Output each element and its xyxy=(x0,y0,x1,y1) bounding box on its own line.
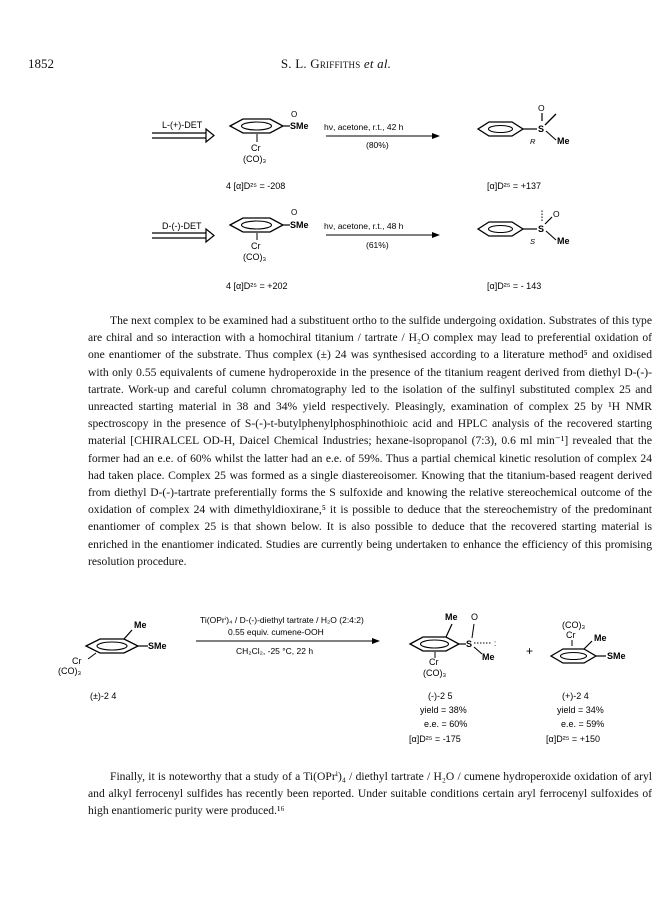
row1-arene-ring xyxy=(230,119,283,133)
scheme2-conditions-3: CH₂Cl₂, -25 °C, 22 h xyxy=(236,646,314,656)
row2-sub-sme: SMe xyxy=(290,220,309,230)
row1-prod-oxygen: O xyxy=(538,103,545,113)
reaction-scheme-2 xyxy=(0,608,672,758)
p2-yield: yield = 34% xyxy=(557,705,604,715)
p2-co3-label: (CO)₃ xyxy=(562,620,586,630)
sm-co3-label: (CO)₃ xyxy=(58,666,82,676)
row1-sub-oxygen: O xyxy=(291,110,298,119)
p1-me-label: Me xyxy=(445,612,458,622)
row1-conditions-top: hν, acetone, r.t., 42 h xyxy=(324,122,404,132)
sm-compound-label: (±)-2 4 xyxy=(90,691,117,701)
p2-compound-label: (+)-2 4 xyxy=(562,691,589,701)
p1-oxygen-label: O xyxy=(471,612,479,622)
row1-prod-config: R xyxy=(530,137,536,146)
row2-start-rotation: 4 [α]D²⁵ = +202 xyxy=(226,281,288,291)
row2-cr: Cr xyxy=(251,241,261,251)
scheme2-plus: + xyxy=(526,644,534,658)
p1-me2-label: Me xyxy=(482,652,495,662)
row2-conditions-top: hν, acetone, r.t., 48 h xyxy=(324,221,404,231)
p1-cr-label: Cr xyxy=(429,657,439,667)
scheme2-conditions-1: Ti(OPrⁱ)₄ / D-(-)-diethyl tartrate / H₂O (2:4:2) xyxy=(200,615,364,625)
row2-prod-me: Me xyxy=(557,236,570,246)
p2-sme-label: SMe xyxy=(607,651,626,661)
body-paragraph-1: The next complex to be examined had a substituent ortho to the sulfide undergoing oxidation. Substrates of this type are chiral and so interaction with a homochiral titanium / tartrate / H₂O complex may lead to preferential oxidation of one enantiomer of the substrate. Thus complex (±) 24 was synthesised according to a literature method⁵ and oxidised with only 0.55 equivalents of cumene hydroperoxide in the presence of the titanium reagent derived from diethyl D-(-)-tartrate. Work-up and careful column chromatography led to the isolation of the sulfinyl substituted complex 25 and unreacted starting material in 38 and 34% yield respectively. Pleasingly, examination of complex 25 by ¹H NMR spectroscopy in the presence of S-(-)-t-butylphenylphosphinothioic acid and HPLC analysis of the recovered starting material [CHIRALCEL OD-H, Daicel Chemical Industries; hexane-isopropanol (7:3), 0.6 ml min⁻¹] revealed that the former had an e.e. of 60% whilst the latter had an e.e. of 59%. Thus a partial chemical kinetic resolution of complex 24 had taken place. Complex 25 was formed as a single diastereoisomer. Knowing that the titanium-based reagent derived from diethyl D-(-)-tartrate preferentially forms the S sulfoxide and knowing the relative stereochemical outcome of the oxidation of complex 24 with dimethyldioxirane,⁵ it is possible to deduce that the stereochemistry of the predominant enantiomer of complex 25 is that shown below. It is also possible to deduce that the recovered starting material is enriched in the enantiomer indicated. Studies are currently being undertaken to enhance the efficiency of this promising resolution procedure. xyxy=(88,314,652,568)
p2-rotation: [α]D²⁵ = +150 xyxy=(546,734,600,744)
scheme1-row1 xyxy=(152,103,570,191)
p1-rotation: [α]D²⁵ = -175 xyxy=(409,734,461,744)
scheme2-conditions-2: 0.55 equiv. cumene-OOH xyxy=(228,627,324,637)
row1-product-rotation: [α]D²⁵ = +137 xyxy=(487,181,541,191)
scheme2-product-25 xyxy=(409,612,496,744)
row1-prod-sulfur: S xyxy=(538,124,545,134)
sm-me-label: Me xyxy=(134,620,147,630)
sm-sme-label: SMe xyxy=(148,641,167,651)
p1-yield: yield = 38% xyxy=(420,705,467,715)
row1-cr: Cr xyxy=(251,143,261,153)
row2-co3: (CO)₃ xyxy=(243,252,267,262)
running-head-author: S. L. Griffiths xyxy=(280,56,361,71)
scheme1-row2 xyxy=(152,208,570,291)
row1-co3: (CO)₃ xyxy=(243,154,267,164)
p2-cr-label: Cr xyxy=(566,630,576,640)
row1-sub-sme: SMe xyxy=(290,121,309,131)
p2-me-label: Me xyxy=(594,633,607,643)
row2-product-ring xyxy=(478,222,523,236)
row1-conditions-yield: (80%) xyxy=(366,140,389,150)
running-head-etal: et al. xyxy=(363,56,392,71)
running-head xyxy=(0,56,672,72)
p1-ee: e.e. = 60% xyxy=(424,719,468,729)
p1-sulfur-label: S xyxy=(466,639,473,649)
row2-sub-oxygen: O xyxy=(291,208,298,217)
reaction-scheme-1 xyxy=(0,100,672,300)
p1-compound-label: (-)-2 5 xyxy=(428,691,453,701)
row2-product-rotation: [α]D²⁵ = - 143 xyxy=(487,281,542,291)
row1-prod-me: Me xyxy=(557,136,570,146)
row2-prod-config: S xyxy=(530,237,536,246)
row2-prod-oxygen: O xyxy=(553,209,560,219)
scheme2-starting-material xyxy=(58,620,167,701)
row1-product-ring xyxy=(478,122,523,136)
row2-prod-sulfur: S xyxy=(538,224,545,234)
row1-start-rotation: 4 [α]D²⁵ = -208 xyxy=(226,181,286,191)
scheme2-recovered-24 xyxy=(546,620,626,744)
row2-conditions-yield: (61%) xyxy=(366,240,389,250)
p1-co3-label: (CO)₃ xyxy=(423,668,447,678)
sm-cr-label: Cr xyxy=(72,656,82,666)
page-number: 1852 xyxy=(28,56,54,71)
row2-reagent-label: D-(-)-DET xyxy=(162,221,202,231)
row2-arene-ring xyxy=(230,218,283,232)
row1-reagent-label: L-(+)-DET xyxy=(162,120,203,130)
p2-ee: e.e. = 59% xyxy=(561,719,605,729)
p1-lone-pair: : xyxy=(494,639,497,648)
body-paragraph-2: Finally, it is noteworthy that a study of a Ti(OPrⁱ)₄ / diethyl tartrate / H₂O / cumene hydroperoxide oxidation of aryl and alkyl ferrocenyl sulfides has recently been reported. Under suitable conditions certain aryl ferrocenyl sulfoxides of high enantiomeric purity were produced.¹⁶ xyxy=(88,770,652,818)
